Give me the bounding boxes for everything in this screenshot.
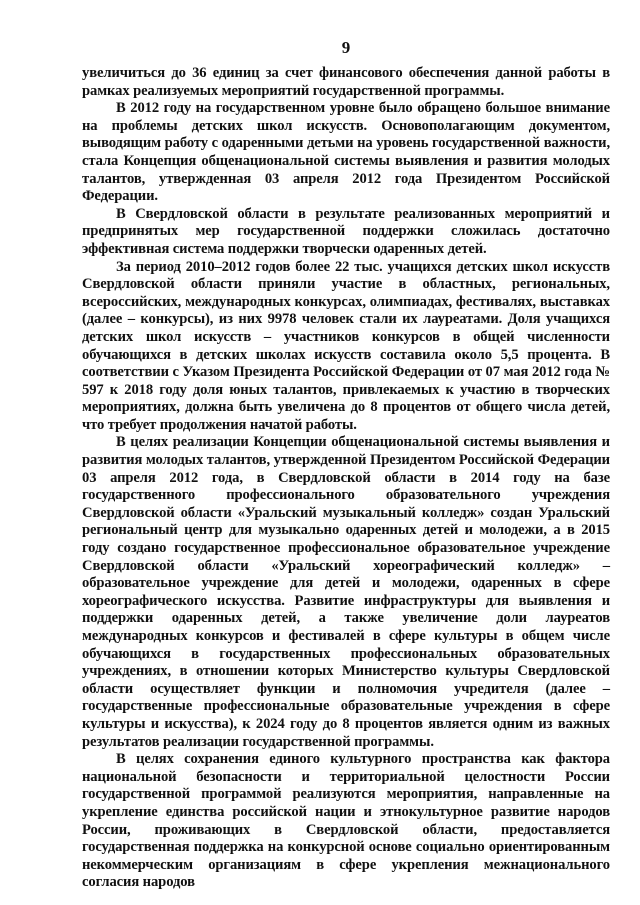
paragraph-continuation: увеличиться до 36 единиц за счет финансового обеспечения данной работы в рамках реализуемых мероприятий государственной программы. bbox=[82, 65, 610, 99]
paragraph: В 2012 году на государственном уровне было обращено большое внимание на проблемы детских школ искусств. Основополагающим документом, выводящим работу с одаренными детьми на уровень государственной важности, стала Концепция общенациональной системы выявления и развития молодых талантов, утвержденная 03 апреля 2012 года Президентом Российской Федерации. bbox=[82, 100, 610, 205]
paragraph: За период 2010–2012 годов более 22 тыс. учащихся детских школ искусств Свердловской области приняли участие в областных, региональных, всероссийских, международных конкурсах, олимпиадах, фестивалях, выставках (далее – конкурсы), из них 9978 человек стали их лауреатами. Доля учащихся детских школ искусств – участников конкурсов в общей численности обучающихся в детских школах искусств составила около 5,5 процента. В соответствии с Указом Президента Российской Федерации от 07 мая 2012 года № 597 к 2018 году доля юных талантов, привлекаемых к участию в творческих мероприятиях, должна быть увеличена до 8 процентов от общего числа детей, что требует продолжения начатой работы. bbox=[82, 258, 610, 433]
page-number: 9 bbox=[341, 38, 351, 57]
paragraph: В Свердловской области в результате реализованных мероприятий и предпринятых мер государственной поддержки сложилась достаточно эффективная система поддержки творчески одаренных детей. bbox=[82, 205, 610, 257]
paragraph: В целях реализации Концепции общенациональной системы выявления и развития молодых талантов, утвержденной Президентом Российской Федерации 03 апреля 2012 года, в Свердловской области в 2014 году на базе государственного профессионального образовательного учреждения Свердловской области «Уральский музыкальный колледж» создан Уральский региональный центр для музыкально одаренных детей и молодежи, а в 2015 году создано государственное профессиональное образовательное учреждение Свердловской области «Уральский хореографический колледж» – образовательное учреждение для детей и молодежи, одаренных в сфере хореографического искусства. Развитие инфраструктуры для выявления и поддержки одаренных детей, а также увеличение доли лауреатов международных конкурсов и фестивалей в сфере культуры в общем числе обучающихся в государственных профессиональных образовательных учреждениях, в отношении которых Министерство культуры Свердловской области осуществляет функции и полномочия учредителя (далее – государственные профессиональные образовательные учреждения в сфере культуры и искусства), к 2024 году до 8 процентов является одним из важных результатов реализации государственной программы. bbox=[82, 434, 610, 750]
paragraph: В целях сохранения единого культурного пространства как фактора национальной безопасности и территориальной целостности России государственной программой реализуются мероприятия, направленные на укрепление единства российской нации и этнокультурное развитие народов России, проживающих в Свердловской области, предоставляется государственная поддержка на конкурсной основе социально ориентированным некоммерческим организациям в сфере укрепления межнационального согласия народов bbox=[82, 751, 610, 891]
body-text bbox=[82, 65, 610, 892]
